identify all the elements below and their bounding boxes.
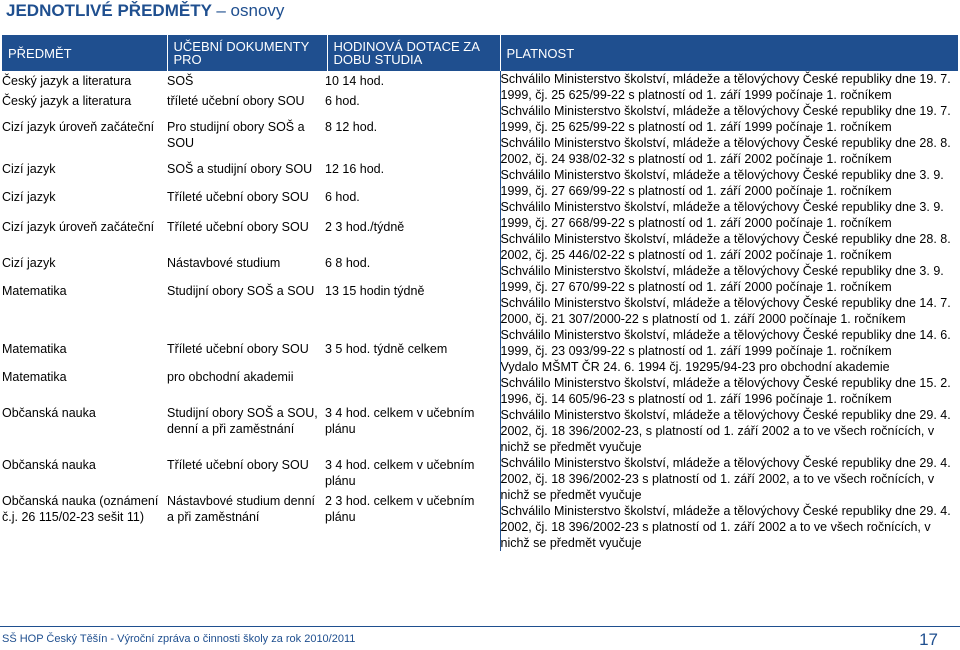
header-row <box>2 35 958 71</box>
table-row <box>2 93 500 115</box>
validity-item: Schválilo Ministerstvo školství, mládeže a tělovýchovy České republiky dne 19. 7. 1999, čj. 25 625/99-22 s platností od 1. září 1999 počínaje 1. ročníkem <box>500 72 951 102</box>
table-row <box>2 339 500 369</box>
cell-hours: 6 hod. <box>325 94 360 108</box>
cell-hours: 8 12 hod. <box>325 120 378 134</box>
cell-docs: SOŠ a studijní obory SOU <box>167 162 313 176</box>
cell-docs: Nástavbové studium denní a při zaměstnání <box>167 494 316 524</box>
cell-docs: Tříleté učební obory SOU <box>167 342 309 356</box>
cell-docs: Studijní obory SOŠ a SOU, denní a při zaměstnání <box>167 406 318 436</box>
cell-hours: 3 5 hod. týdně celkem <box>325 342 448 356</box>
cell-subject: Český jazyk a literatura <box>2 74 132 88</box>
header-docs: UČEBNÍ DOKUMENTY PRO <box>167 35 327 71</box>
cell-hours: 3 4 hod. celkem v učebním plánu <box>325 458 475 488</box>
curriculum-table <box>2 35 959 551</box>
cell-hours: 3 4 hod. celkem v učebním plánu <box>325 406 475 436</box>
subjects-list <box>2 71 500 551</box>
header-hours: HODINOVÁ DOTACE ZA DOBU STUDIA <box>327 35 500 71</box>
cell-subject: Matematika <box>2 370 67 384</box>
validity-item: Schválilo Ministerstvo školství, mládeže a tělovýchovy České republiky dne 15. 2. 1996, čj. 14 605/96-23 s platností od 1. září 1996 počínaje 1. ročníkem <box>500 376 951 406</box>
validity-item: Schválilo Ministerstvo školství, mládeže a tělovýchovy České republiky dne 28. 8. 2002, čj. 24 938/02-32 s platností od 1. září 2002 počínaje 1. ročníkem <box>500 136 951 166</box>
cell-subject: Občanská nauka <box>2 458 96 472</box>
validity-item: Schválilo Ministerstvo školství, mládeže a tělovýchovy České republiky dne 3. 9. 1999, čj. 27 670/99-22 s platností od 1. září 2000 počínaje 1. ročníkem <box>500 264 944 294</box>
table-row <box>2 115 500 159</box>
cell-docs: Tříleté učební obory SOU <box>167 190 309 204</box>
cell-subject: Občanská nauka <box>2 406 96 420</box>
cell-subject: Matematika <box>2 284 67 298</box>
table-row <box>2 159 500 187</box>
cell-subject: Matematika <box>2 342 67 356</box>
cell-subject: Cizí jazyk <box>2 162 56 176</box>
validity-item: Schválilo Ministerstvo školství, mládeže a tělovýchovy České republiky dne 14. 7. 2000, čj. 21 307/2000-22 s platností od 1. září 2000 počínaje 1. ročníkem <box>500 296 951 326</box>
cell-subject: Občanská nauka (oznámení č.j. 26 115/02-23 sešit 11) <box>2 494 159 524</box>
validity-item: Schválilo Ministerstvo školství, mládeže a tělovýchovy České republiky dne 29. 4. 2002, čj. 18 396/2002-23, s platností od 1. září 2002 a to ve všech ročnících, v nichž se předmět vyučuje <box>500 408 951 454</box>
footer-divider <box>0 626 960 627</box>
cell-hours: 12 16 hod. <box>325 162 385 176</box>
validity-item: Schválilo Ministerstvo školství, mládeže a tělovýchovy České republiky dne 29. 4. 2002, čj. 18 396/2002-23 s platností od 1. září 2002 a to ve všech ročnících, v nichž se předmět vyučuje <box>500 504 951 550</box>
validity-item: Schválilo Ministerstvo školství, mládeže a tělovýchovy České republiky dne 29. 4. 2002, čj. 18 396/2002-23 s platností od 1. září 2002, a to ve všech ročnících, v nichž se předmět vyučuje <box>500 456 951 502</box>
validity-item: Schválilo Ministerstvo školství, mládeže a tělovýchovy České republiky dne 19. 7. 1999, čj. 25 625/99-22 s platností od 1. září 1999 počínaje 1. ročníkem <box>500 104 951 134</box>
cell-hours: 2 3 hod. celkem v učebním plánu <box>325 494 475 524</box>
table-row <box>2 457 500 493</box>
validity-item: Schválilo Ministerstvo školství, mládeže a tělovýchovy České republiky dne 3. 9. 1999, čj. 27 668/99-22 s platností od 1. září 2000 počínaje 1. ročníkem <box>500 200 944 230</box>
cell-subject: Cizí jazyk úroveň začáteční <box>2 120 155 134</box>
table-row <box>2 217 500 253</box>
cell-hours: 13 15 hodin týdně <box>325 284 425 298</box>
table-row <box>2 405 500 457</box>
table-row <box>2 283 500 339</box>
cell-docs: Nástavbové studium <box>167 256 281 270</box>
cell-hours: 6 hod. <box>325 190 360 204</box>
cell-docs: tříleté učební obory SOU <box>167 94 305 108</box>
cell-docs: Tříleté učební obory SOU <box>167 458 309 472</box>
header-subject: PŘEDMĚT <box>2 35 167 71</box>
cell-docs: Pro studijní obory SOŠ a SOU <box>167 120 305 150</box>
cell-hours: 2 3 hod./týdně <box>325 220 405 234</box>
validity-item: Schválilo Ministerstvo školství, mládeže a tělovýchovy České republiky dne 14. 6. 1999, čj. 23 093/99-22 s platností od 1. září 1999 počínaje 1. ročníkem <box>500 328 951 358</box>
table-row <box>2 493 500 545</box>
cell-subject: Český jazyk a literatura <box>2 94 132 108</box>
validity-item: Schválilo Ministerstvo školství, mládeže a tělovýchovy České republiky dne 28. 8. 2002, čj. 25 446/02-22 s platností od 1. září 2002 počínaje 1. ročníkem <box>500 232 951 262</box>
cell-subject: Cizí jazyk úroveň začáteční <box>2 220 155 234</box>
validity-item: Vydalo MŠMT ČR 24. 6. 1994 čj. 19295/94-23 pro obchodní akademie <box>500 360 890 374</box>
cell-subject: Cizí jazyk <box>2 190 56 204</box>
table-row <box>2 253 500 283</box>
validity-list <box>500 71 958 551</box>
table-row <box>2 187 500 217</box>
validity-item: Schválilo Ministerstvo školství, mládeže a tělovýchovy České republiky dne 3. 9. 1999, čj. 27 669/99-22 s platností od 1. září 2000 počínaje 1. ročníkem <box>500 168 944 198</box>
page-title: JEDNOTLIVÉ PŘEDMĚTY – osnovy <box>6 1 285 20</box>
cell-hours: 10 14 hod. <box>325 74 385 88</box>
page-number: 17 <box>919 630 938 649</box>
header-validity: PLATNOST <box>500 35 958 71</box>
footer-text: SŠ HOP Český Těšín - Výroční zpráva o činnosti školy za rok 2010/2011 <box>2 633 356 645</box>
cell-docs: Studijní obory SOŠ a SOU <box>167 284 315 298</box>
table-row <box>2 71 500 93</box>
cell-subject: Cizí jazyk <box>2 256 56 270</box>
table-row <box>2 369 500 405</box>
cell-docs: Tříleté učební obory SOU <box>167 220 309 234</box>
cell-docs: SOŠ <box>167 74 194 88</box>
cell-docs: pro obchodní akademii <box>167 370 294 384</box>
cell-hours: 6 8 hod. <box>325 256 371 270</box>
